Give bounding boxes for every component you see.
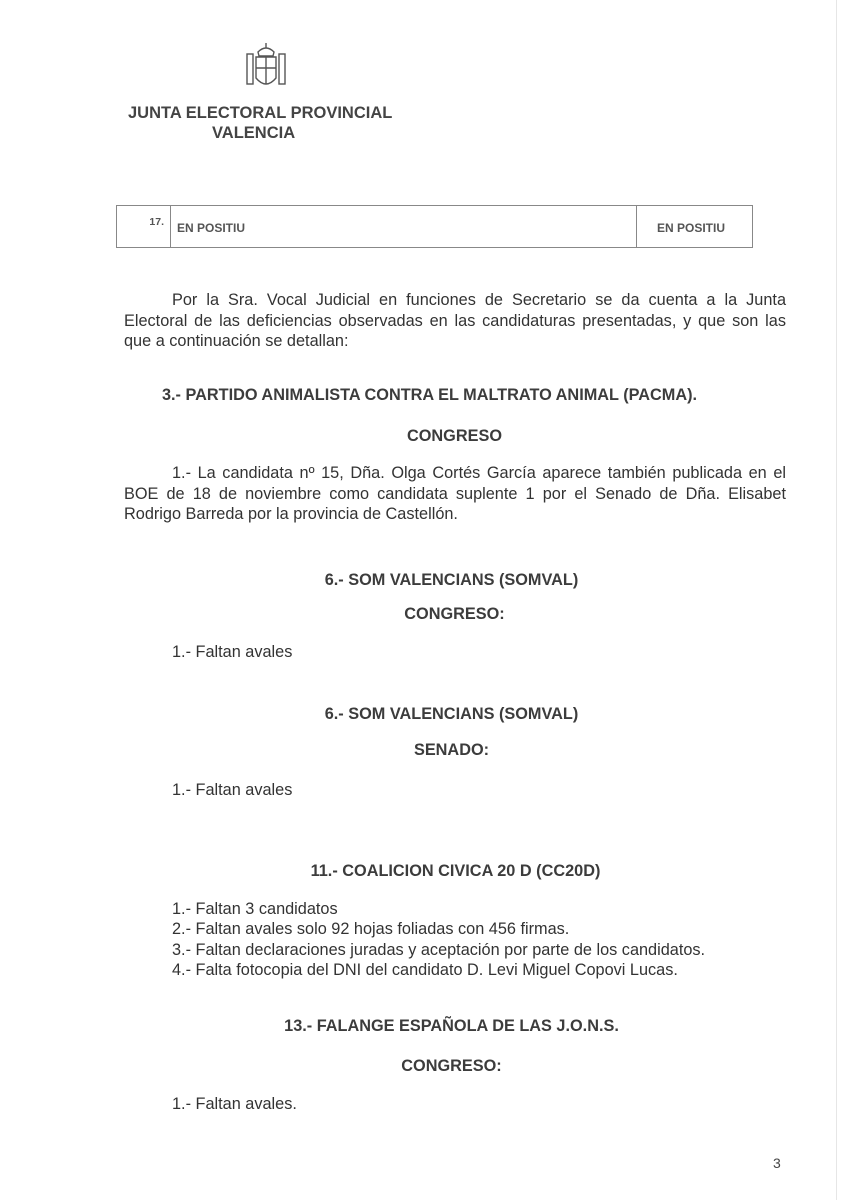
row-number: 17.: [117, 206, 171, 247]
section-title: 6.- SOM VALENCIANS (SOMVAL): [324, 705, 579, 723]
section-title: 3.- PARTIDO ANIMALISTA CONTRA EL MALTRATO ANIMAL (PACMA).: [161, 386, 698, 404]
section-item-list: [172, 899, 705, 980]
row-short-name: EN POSITIU: [657, 221, 726, 235]
page-number: 3: [773, 1155, 781, 1171]
section-subtitle: CONGRESO:: [401, 1057, 502, 1075]
section-item: 1.- Faltan avales: [172, 643, 293, 661]
row-name: EN POSITIU: [171, 206, 637, 247]
intro-paragraph: Por la Sra. Vocal Judicial en funciones de Secretario se da cuenta a la Junta Electoral de las deficiencias observadas en las candidaturas presentadas, y que son las que a continuación se detallan:: [124, 291, 786, 350]
section-item: 1.- Faltan 3 candidatos: [172, 900, 338, 918]
section-subtitle: CONGRESO: [407, 427, 502, 445]
section-title: 13.- FALANGE ESPAÑOLA DE LAS J.O.N.S.: [284, 1017, 619, 1035]
org-line-1: JUNTA ELECTORAL PROVINCIAL: [128, 104, 393, 122]
section-item: 1.- La candidata nº 15, Dña. Olga Cortés García aparece también publicada en el BOE de 18 de noviembre como candidata suplente 1 por el Senado de Dña. Elisabet Rodrigo Barreda por la provincia de Castellón.: [124, 464, 786, 523]
section-item: 3.- Faltan declaraciones juradas y aceptación por parte de los candidatos.: [172, 940, 706, 959]
section-item: 2.- Faltan avales solo 92 hojas foliadas con 456 firmas.: [172, 920, 570, 939]
org-line-2: VALENCIA: [212, 124, 296, 142]
section-item: 4.- Falta fotocopia del DNI del candidato D. Levi Miguel Copovi Lucas.: [172, 960, 678, 979]
section-subtitle: SENADO:: [413, 741, 490, 759]
section-title: 11.- COALICION CIVICA 20 D (CC20D): [310, 862, 601, 880]
section-subtitle: CONGRESO:: [404, 605, 505, 623]
candidacy-table-row: [116, 205, 753, 248]
spanish-coat-of-arms-icon: [244, 42, 288, 92]
section-title: 6.- SOM VALENCIANS (SOMVAL): [324, 571, 579, 589]
organization-name: [128, 103, 392, 143]
section-item: 1.- Faltan avales: [172, 781, 293, 799]
section-item: 1.- Faltan avales.: [172, 1095, 297, 1113]
